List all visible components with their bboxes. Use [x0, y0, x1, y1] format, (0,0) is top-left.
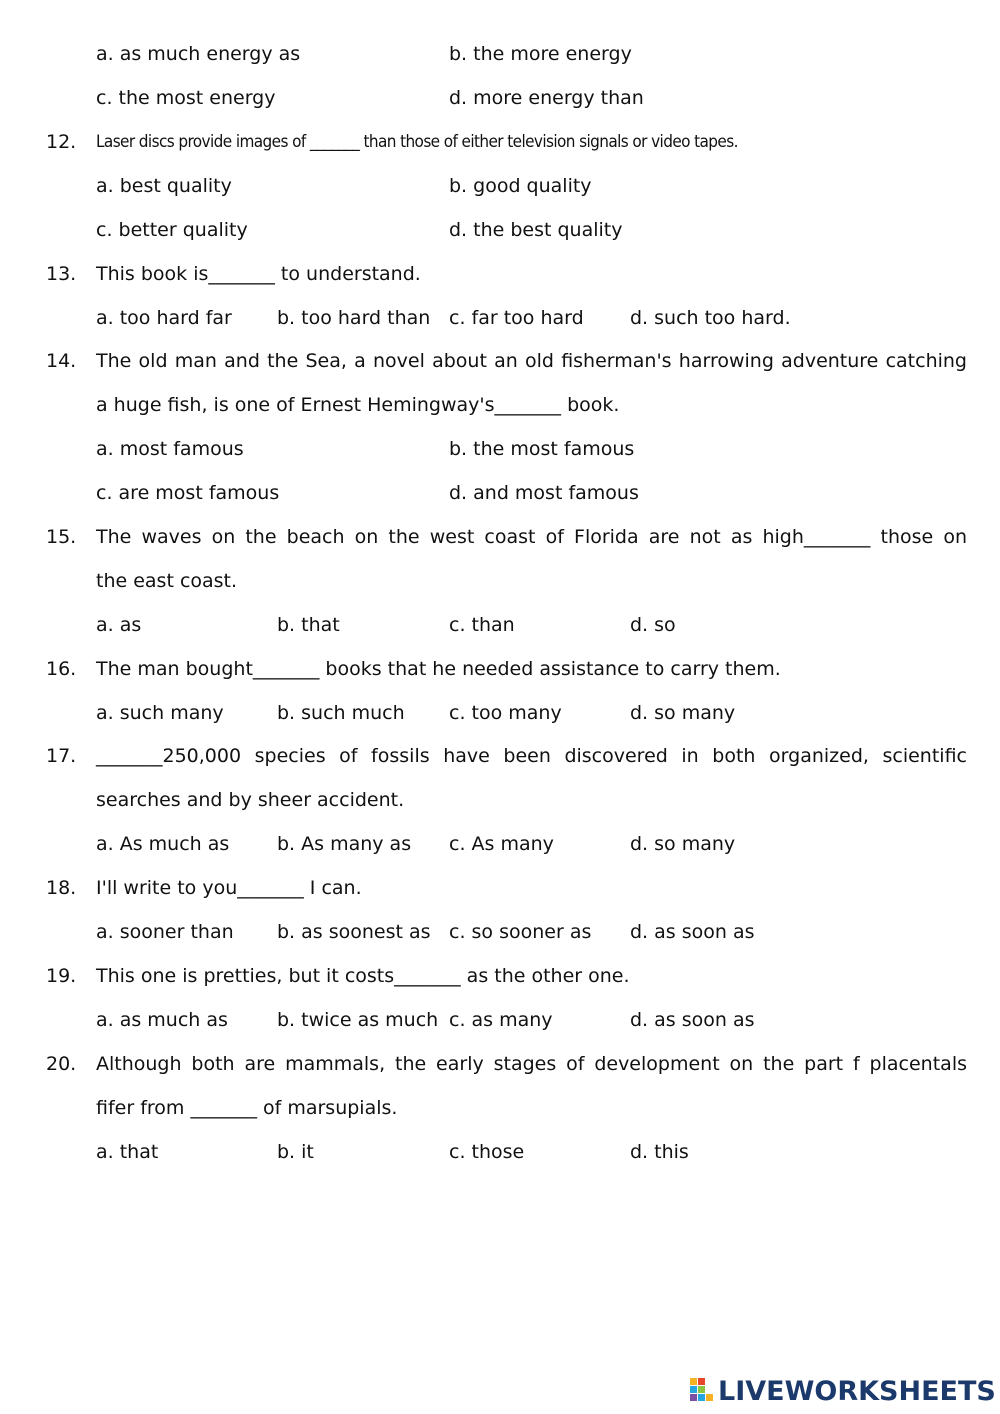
q11-option-a[interactable]: a. as much energy as: [96, 43, 301, 65]
q19-option-c[interactable]: c. as many: [449, 1009, 553, 1031]
q12-option-b[interactable]: b. good quality: [449, 175, 592, 197]
q13-option-a[interactable]: a. too hard far: [96, 307, 232, 329]
q19-option-a[interactable]: a. as much as: [96, 1009, 228, 1031]
q14-option-a[interactable]: a. most famous: [96, 438, 244, 460]
question-text-line-1: _______250,000 species of fossils have been discovered in both organized, scientific: [96, 745, 967, 767]
question-text-line-2: fifer from _______ of marsupials.: [96, 1097, 398, 1119]
question-number: 13.: [46, 263, 77, 285]
q17-question-cont: [0, 785, 1000, 815]
q14-question-cont: [0, 390, 1000, 420]
q16-question: [0, 654, 1000, 684]
q13-options: [0, 303, 1000, 333]
q15-option-d[interactable]: d. so: [630, 614, 676, 636]
question-number: 14.: [46, 350, 77, 372]
q16-option-a[interactable]: a. such many: [96, 702, 224, 724]
question-text: This one is pretties, but it costs_______ as the other one.: [96, 965, 630, 987]
q11-option-d[interactable]: d. more energy than: [449, 87, 644, 109]
q17-options: [0, 829, 1000, 859]
q13-option-b[interactable]: b. too hard than: [277, 307, 431, 329]
q13-option-d[interactable]: d. such too hard.: [630, 307, 791, 329]
q16-options: [0, 698, 1000, 728]
question-number: 15.: [46, 526, 77, 548]
q12-option-c[interactable]: c. better quality: [96, 219, 248, 241]
q19-question: [0, 961, 1000, 991]
q20-question-cont: [0, 1093, 1000, 1123]
question-number: 19.: [46, 965, 77, 987]
q19-option-d[interactable]: d. as soon as: [630, 1009, 755, 1031]
q11-options-row-2: [0, 83, 1000, 113]
q18-question: [0, 873, 1000, 903]
question-number: 12.: [46, 131, 77, 153]
question-number: 16.: [46, 658, 77, 680]
q20-option-a[interactable]: a. that: [96, 1141, 159, 1163]
q16-option-c[interactable]: c. too many: [449, 702, 562, 724]
q15-question-cont: [0, 566, 1000, 596]
question-text: Laser discs provide images of _______ than those of either television signals or video tapes.: [96, 132, 738, 152]
q12-question: [0, 127, 1000, 157]
q11-option-b[interactable]: b. the more energy: [449, 43, 632, 65]
q18-option-a[interactable]: a. sooner than: [96, 921, 234, 943]
q12-options-row-2: [0, 215, 1000, 245]
question-text-line-2: a huge fish, is one of Ernest Hemingway's_______ book.: [96, 394, 620, 416]
q11-option-c[interactable]: c. the most energy: [96, 87, 276, 109]
q16-option-d[interactable]: d. so many: [630, 702, 736, 724]
q20-option-d[interactable]: d. this: [630, 1141, 689, 1163]
q17-option-b[interactable]: b. As many as: [277, 833, 412, 855]
q14-option-b[interactable]: b. the most famous: [449, 438, 635, 460]
question-text-line-1: The waves on the beach on the west coast of Florida are not as high_______ those on: [96, 526, 967, 548]
q20-question: [0, 1049, 1000, 1079]
q20-option-c[interactable]: c. those: [449, 1141, 525, 1163]
q14-option-d[interactable]: d. and most famous: [449, 482, 639, 504]
question-text-line-2: searches and by sheer accident.: [96, 789, 405, 811]
q14-options-row-2: [0, 478, 1000, 508]
liveworksheets-logo-text: LIVEWORKSHEETS: [718, 1375, 996, 1407]
q20-option-b[interactable]: b. it: [277, 1141, 314, 1163]
liveworksheets-logo-icon: [690, 1378, 714, 1404]
question-text-line-1: Although both are mammals, the early stages of development on the part f placentals: [96, 1053, 967, 1075]
question-text: I'll write to you_______ I can.: [96, 877, 362, 899]
q17-option-d[interactable]: d. so many: [630, 833, 736, 855]
q14-question: [0, 346, 1000, 376]
q11-options-row-1: [0, 39, 1000, 69]
q13-question: [0, 259, 1000, 289]
q14-option-c[interactable]: c. are most famous: [96, 482, 280, 504]
q13-option-c[interactable]: c. far too hard: [449, 307, 584, 329]
q17-option-a[interactable]: a. As much as: [96, 833, 230, 855]
q12-option-a[interactable]: a. best quality: [96, 175, 232, 197]
q19-option-b[interactable]: b. twice as much: [277, 1009, 439, 1031]
question-number: 20.: [46, 1053, 77, 1075]
liveworksheets-logo: [690, 1375, 996, 1407]
q19-options: [0, 1005, 1000, 1035]
q15-option-b[interactable]: b. that: [277, 614, 340, 636]
q15-option-c[interactable]: c. than: [449, 614, 515, 636]
q17-option-c[interactable]: c. As many: [449, 833, 554, 855]
q18-options: [0, 917, 1000, 947]
question-text-line-2: the east coast.: [96, 570, 238, 592]
q12-option-d[interactable]: d. the best quality: [449, 219, 623, 241]
q15-option-a[interactable]: a. as: [96, 614, 142, 636]
q18-option-d[interactable]: d. as soon as: [630, 921, 755, 943]
question-text: The man bought_______ books that he needed assistance to carry them.: [96, 658, 781, 680]
question-number: 17.: [46, 745, 77, 767]
q14-options-row-1: [0, 434, 1000, 464]
q17-question: [0, 741, 1000, 771]
question-text-line-1: The old man and the Sea, a novel about an old fisherman's harrowing adventure catching: [96, 350, 967, 372]
q20-options: [0, 1137, 1000, 1167]
question-text: This book is_______ to understand.: [96, 263, 421, 285]
q18-option-b[interactable]: b. as soonest as: [277, 921, 431, 943]
question-number: 18.: [46, 877, 77, 899]
q15-question: [0, 522, 1000, 552]
q12-options-row-1: [0, 171, 1000, 201]
q16-option-b[interactable]: b. such much: [277, 702, 405, 724]
q15-options: [0, 610, 1000, 640]
q18-option-c[interactable]: c. so sooner as: [449, 921, 592, 943]
